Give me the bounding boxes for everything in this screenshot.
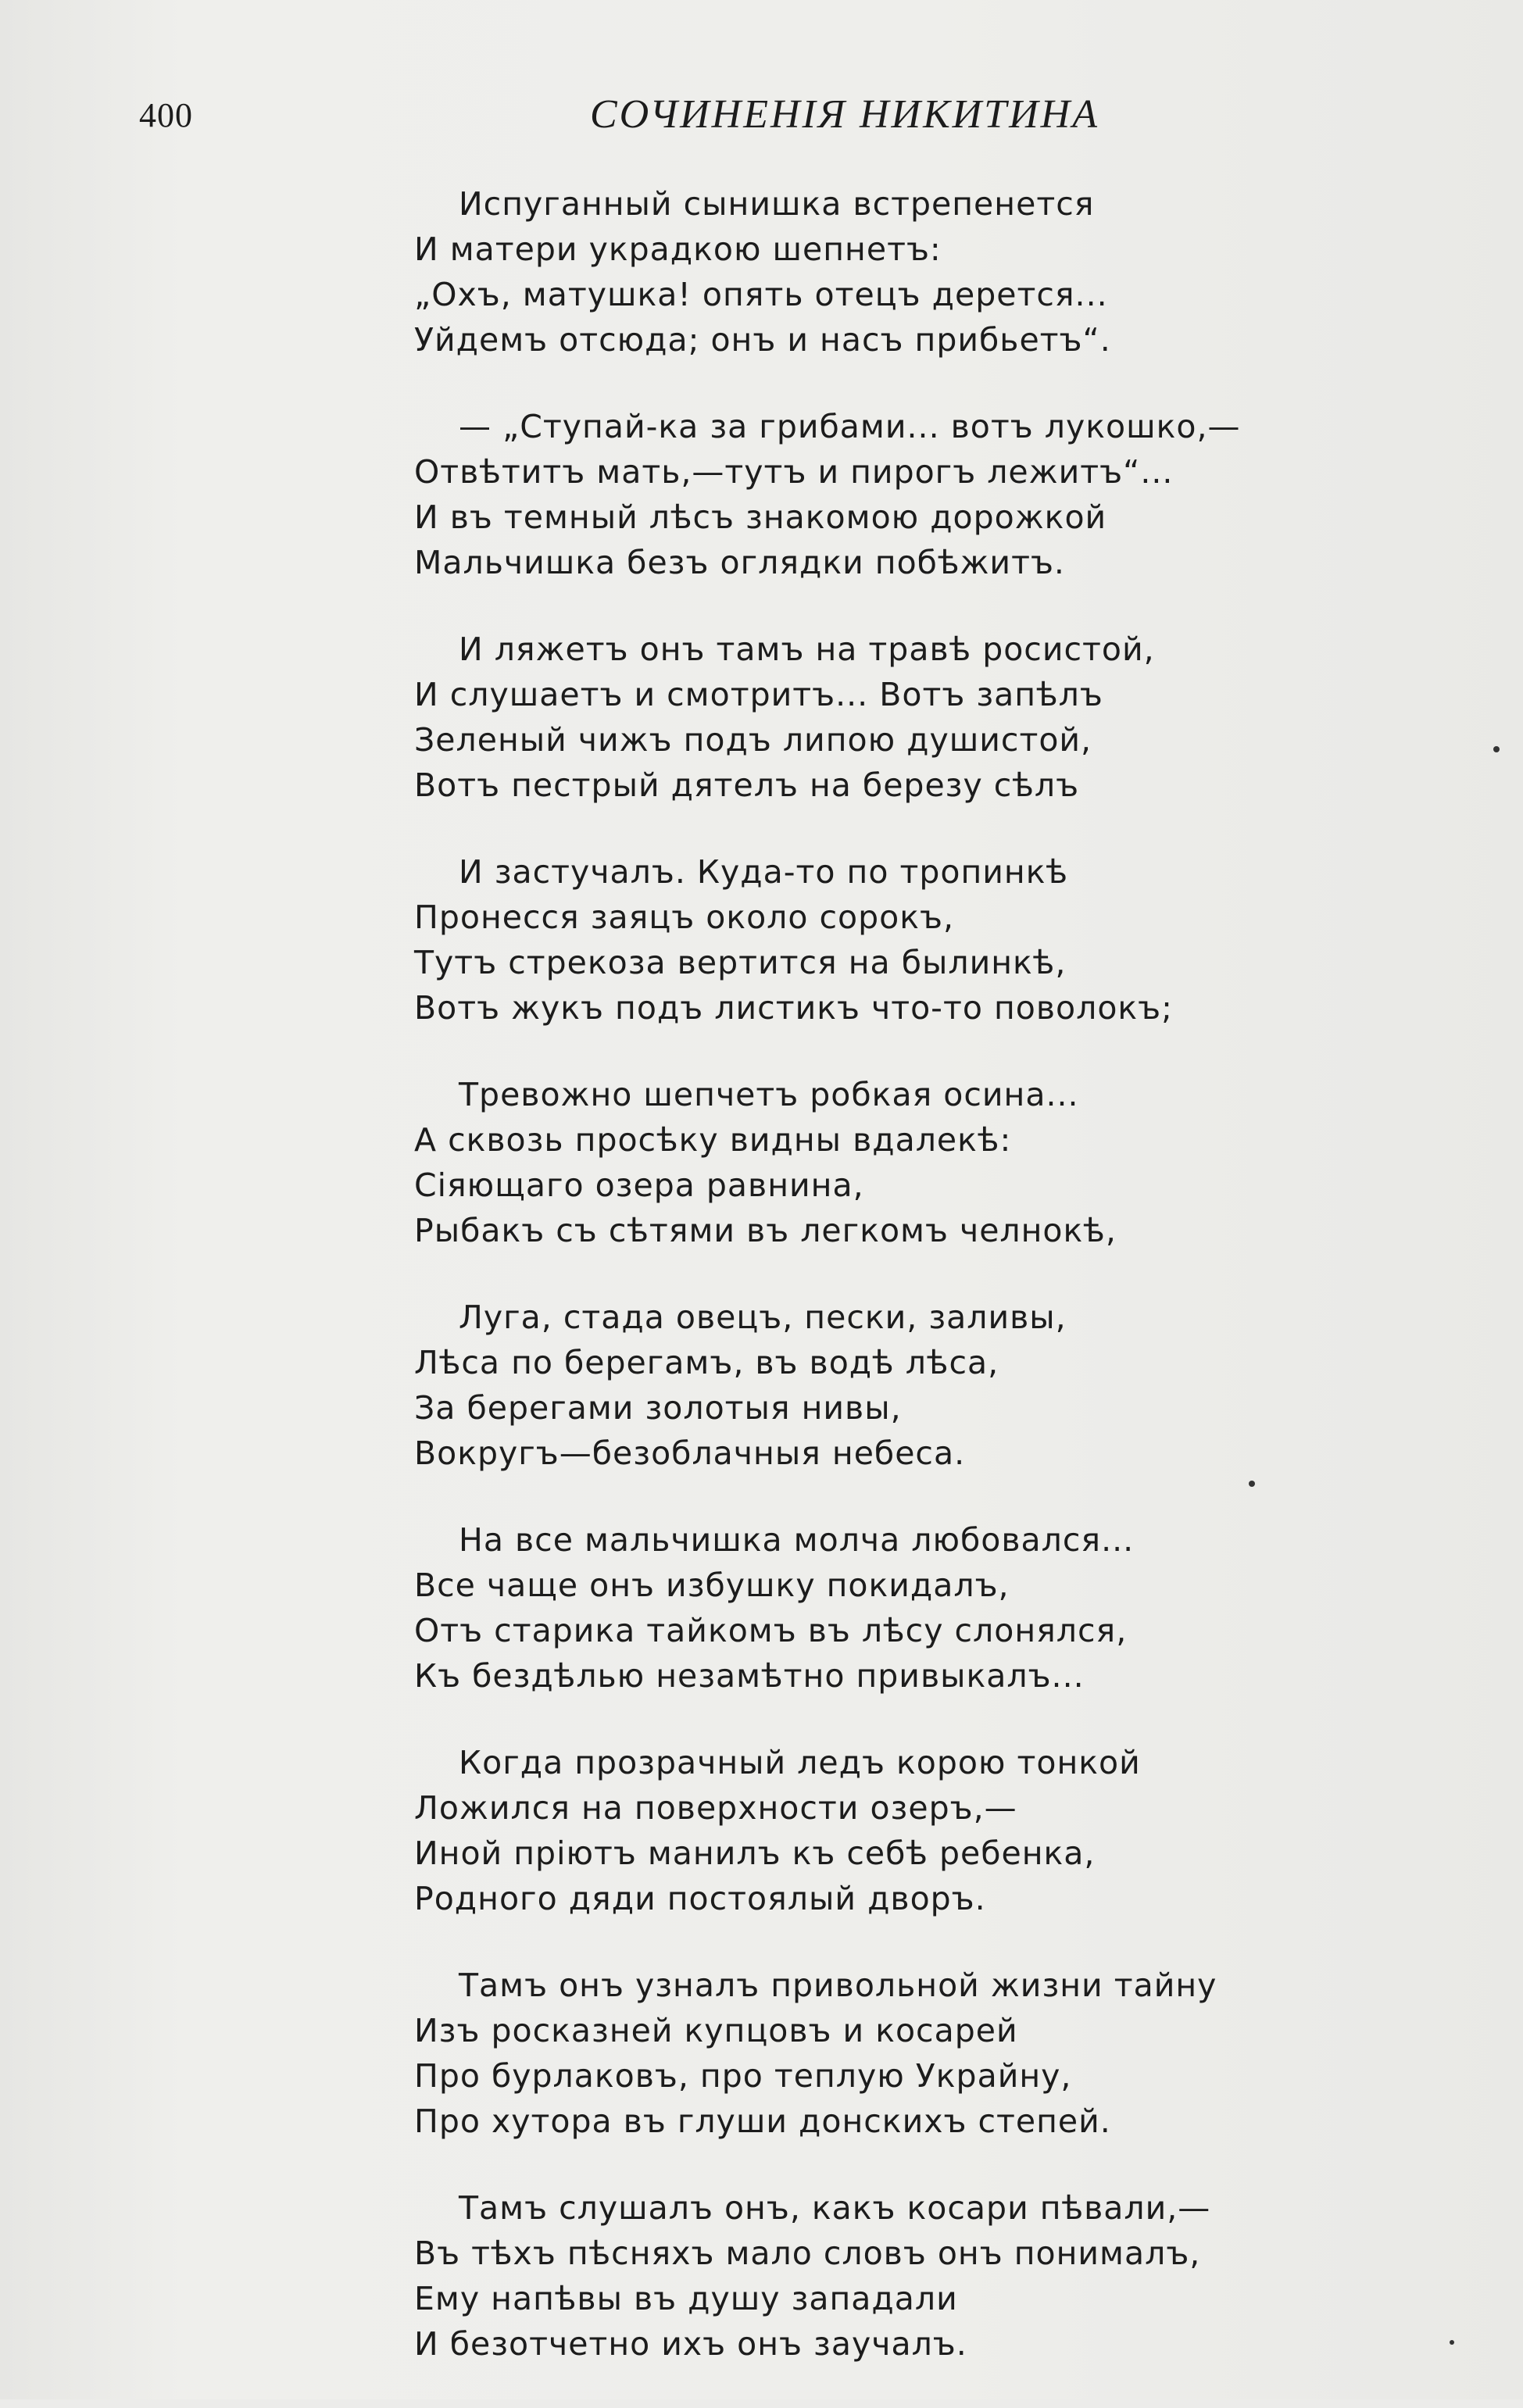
stanza — [414, 181, 1352, 363]
poem-line: Зеленый чижъ подъ липою душистой, — [414, 721, 1092, 759]
poem-line: Вотъ пестрый дятелъ на березу сѣлъ — [414, 766, 1080, 804]
poem-line: Вотъ жукъ подъ листикъ что-то поволокъ; — [414, 989, 1173, 1027]
poem-line: Въ тѣхъ пѣсняхъ мало словъ онъ понималъ, — [414, 2235, 1201, 2272]
poem-line: Ложился на поверхности озеръ,— — [414, 1789, 1017, 1827]
stanza — [414, 1963, 1352, 2144]
poem-line: Вокругъ—безоблачныя небеса. — [414, 1434, 966, 1472]
poem-line: Рыбакъ съ сѣтями въ легкомъ челнокѣ, — [414, 1212, 1117, 1249]
poem-line: Отвѣтитъ мать,—тутъ и пирогъ лежитъ“... — [414, 453, 1174, 491]
poem-line: А сквозь просѣку видны вдалекѣ: — [414, 1121, 1012, 1159]
poem-line: Про бурлаковъ, про теплую Украйну, — [414, 2057, 1072, 2095]
poem-line: И застучалъ. Куда-то по тропинкѣ — [459, 853, 1069, 891]
poem-line: Испуганный сынишка встрепенется — [459, 185, 1095, 223]
stanza — [414, 1072, 1352, 1253]
poem-line: „Охъ, матушка! опять отецъ дерется... — [414, 276, 1108, 313]
poem-line: Отъ старика тайкомъ въ лѣсу слонялся, — [414, 1612, 1128, 1649]
poem-line: За берегами золотыя нивы, — [414, 1389, 902, 1427]
stanza — [414, 849, 1352, 1031]
poem-line: И ляжетъ онъ тамъ на травѣ росистой, — [459, 631, 1155, 668]
poem-line: Луга, стада овецъ, пески, заливы, — [459, 1299, 1067, 1336]
poem-line: Все чаще онъ избушку покидалъ, — [414, 1567, 1010, 1604]
poem-line: — „Ступай-ка за грибами... вотъ лукошко,— — [459, 408, 1241, 445]
stanza — [414, 1740, 1352, 1921]
poem-line: Лѣса по берегамъ, въ водѣ лѣса, — [414, 1344, 999, 1381]
ink-speck — [1493, 746, 1500, 752]
poem-line: Изъ росказней купцовъ и косарей — [414, 2012, 1018, 2049]
running-title: СОЧИНЕНІЯ НИКИТИНА — [590, 92, 1099, 137]
poem-body — [414, 181, 1352, 2408]
poem-line: Пронесся заяцъ около сорокъ, — [414, 899, 955, 936]
stanza — [414, 1517, 1352, 1699]
poem-line: Иной пріютъ манилъ къ себѣ ребенка, — [414, 1835, 1096, 1872]
stanza — [414, 627, 1352, 808]
poem-line: Когда прозрачный ледъ корою тонкой — [459, 1744, 1141, 1781]
stanza — [414, 404, 1352, 585]
poem-line: Уйдемъ отсюда; онъ и насъ прибьетъ“. — [414, 321, 1111, 359]
stanza — [414, 2185, 1352, 2367]
poem-line: Тамъ слушалъ онъ, какъ косари пѣвали,— — [459, 2189, 1211, 2227]
ink-speck — [1249, 1481, 1255, 1487]
poem-line: Тамъ онъ узналъ привольной жизни тайну — [459, 1967, 1217, 2004]
poem-line: И безотчетно ихъ онъ заучалъ. — [414, 2325, 967, 2363]
poem-line: Сіяющаго озера равнина, — [414, 1166, 864, 1204]
poem-line: Тутъ стрекоза вертится на былинкѣ, — [414, 944, 1067, 981]
poem-line: Мальчишка безъ оглядки побѣжитъ. — [414, 544, 1065, 581]
ink-speck — [1450, 2340, 1454, 2345]
poem-line: На все мальчишка молча любовался... — [459, 1521, 1135, 1559]
poem-line: Ему напѣвы въ душу западали — [414, 2280, 958, 2317]
poem-line: И слушаетъ и смотритъ... Вотъ запѣлъ — [414, 676, 1103, 713]
poem-line: Про хутора въ глуши донскихъ степей. — [414, 2103, 1111, 2140]
poem-line: Къ бездѣлью незамѣтно привыкалъ... — [414, 1657, 1085, 1695]
page-number: 400 — [139, 96, 193, 134]
poem-line: И матери украдкою шепнетъ: — [414, 230, 942, 268]
poem-line: И въ темный лѣсъ знакомою дорожкой — [414, 498, 1107, 536]
poem-line: Тревожно шепчетъ робкая осина... — [459, 1076, 1079, 1113]
stanza — [414, 1295, 1352, 1476]
poem-line: Родного дяди постоялый дворъ. — [414, 1880, 986, 1917]
